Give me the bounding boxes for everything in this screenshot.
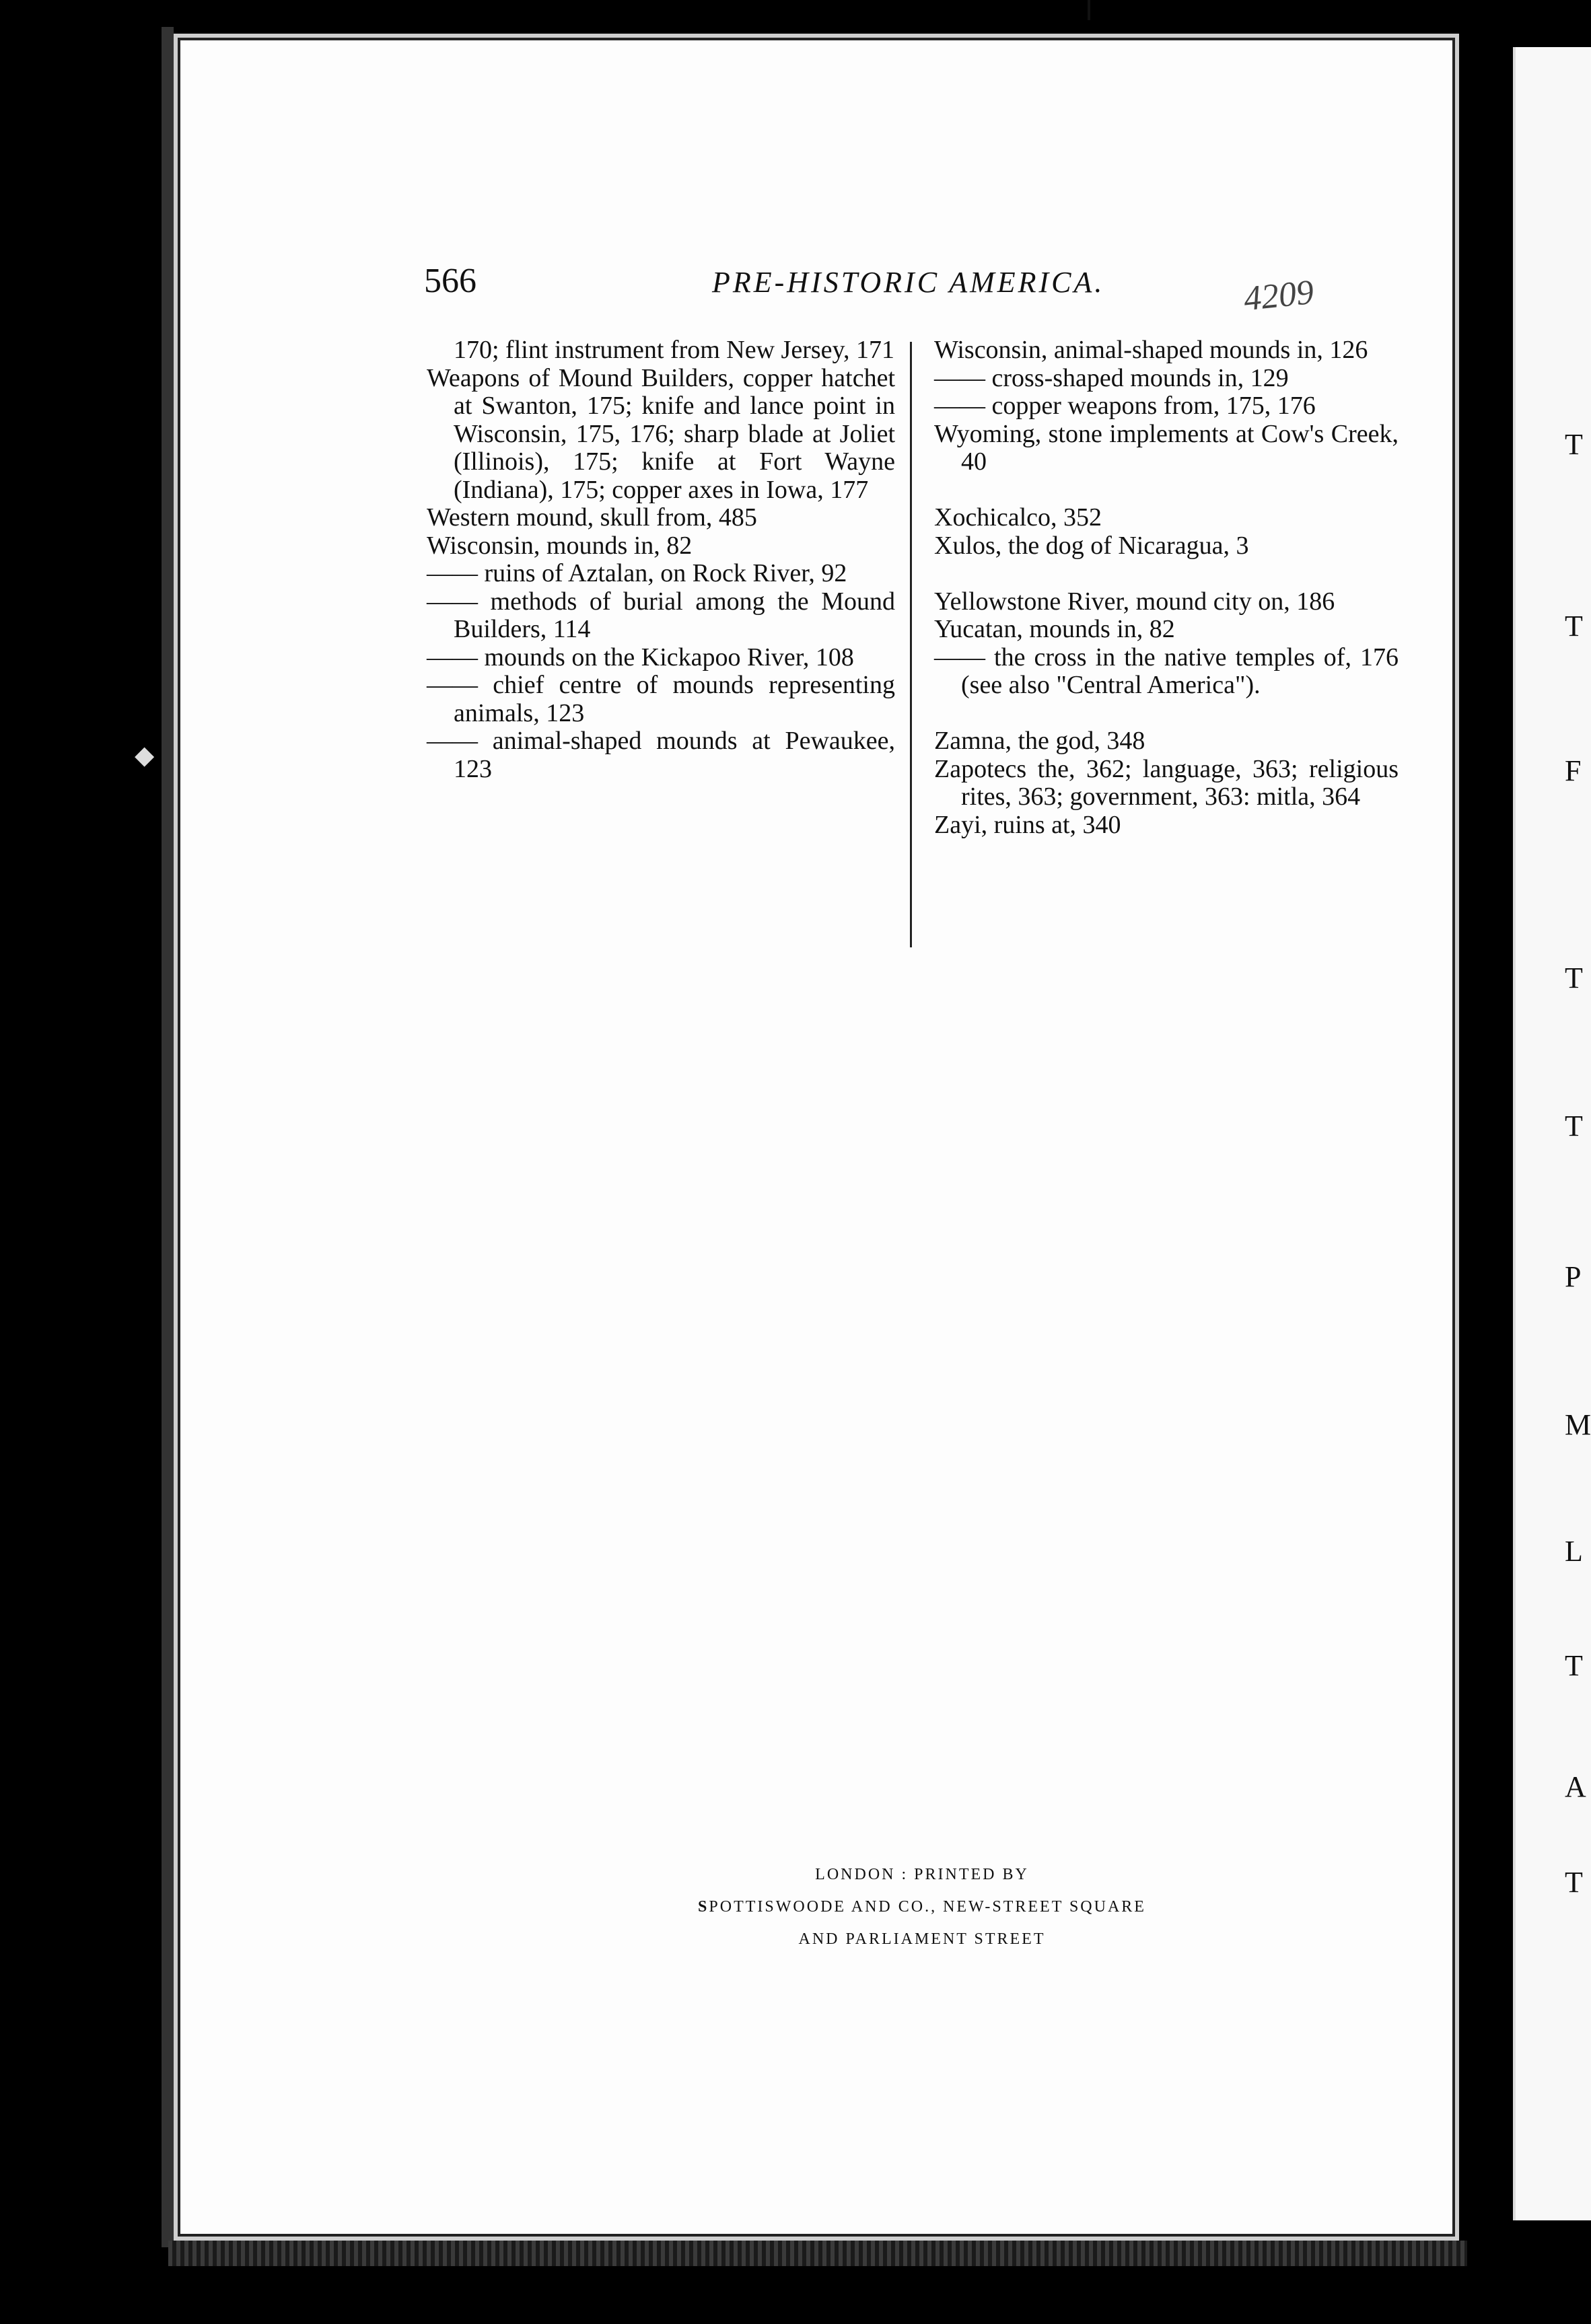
index-entry: Wyoming, stone implements at Cow's Creek, 40 bbox=[934, 419, 1399, 476]
facing-page-letter: T bbox=[1565, 1649, 1583, 1682]
index-entry: Xulos, the dog of Nicaragua, 3 bbox=[934, 531, 1249, 560]
facing-page-letter: T bbox=[1565, 1866, 1583, 1899]
index-subentry: —— ruins of Aztalan, on Rock River, 92 bbox=[427, 559, 847, 587]
index-column-right bbox=[934, 336, 1399, 839]
letter-group-gap bbox=[934, 700, 1399, 728]
index-entry: Zamna, the god, 348 bbox=[934, 727, 1145, 755]
index-entry: Yucatan, mounds in, 82 bbox=[934, 615, 1175, 643]
index-entry: Wisconsin, animal-shaped mounds in, 126 bbox=[934, 336, 1368, 364]
imprint-line: SPOTTISWOODE AND CO., NEW-STREET SQUARE bbox=[698, 1898, 1146, 1916]
index-subentry: —— cross-shaped mounds in, 129 bbox=[934, 363, 1289, 392]
index-entry: Zayi, ruins at, 340 bbox=[934, 810, 1121, 839]
facing-page-letter: M bbox=[1565, 1408, 1591, 1441]
index-entry: Wisconsin, mounds in, 82 bbox=[427, 531, 693, 560]
page-header bbox=[424, 261, 1400, 319]
facing-page-letter: T bbox=[1565, 610, 1583, 643]
index-subentry: —— chief centre of mounds representing animals, 123 bbox=[427, 671, 895, 727]
column-divider bbox=[910, 342, 912, 947]
index-entry: 170; flint instrument from New Jersey, 171 bbox=[454, 336, 895, 364]
index-column-left bbox=[427, 336, 895, 783]
index-entry: Western mound, skull from, 485 bbox=[427, 503, 757, 532]
facing-page-letter: T bbox=[1565, 428, 1583, 461]
index-entry: Zapotecs the, 362; language, 363; religious rites, 363; government, 363: mitla, 364 bbox=[934, 754, 1399, 811]
index-subentry: —— mounds on the Kickapoo River, 108 bbox=[427, 643, 854, 671]
facing-page-letter: A bbox=[1565, 1770, 1586, 1803]
index-entry: Xochicalco, 352 bbox=[934, 503, 1102, 532]
facing-page-letter: T bbox=[1565, 961, 1583, 994]
page-number: 566 bbox=[424, 262, 476, 300]
index-subentry: —— the cross in the native temples of, 176 (see also "Central America"). bbox=[934, 643, 1399, 699]
facing-page-letter: P bbox=[1565, 1260, 1582, 1293]
index-entry: Yellowstone River, mound city on, 186 bbox=[934, 587, 1335, 616]
index-entry: Weapons of Mound Builders, copper hatchet at Swanton, 175; knife and lance point in Wisconsin, 175, 176; sharp blade at Joliet (Illinois), 175; knife at Fort Wayne (Indiana), 175; copper axes in Iowa, 177 bbox=[427, 363, 895, 504]
handwritten-annotation: 4209 bbox=[1242, 273, 1316, 319]
printer-imprint bbox=[424, 1858, 1420, 1955]
imprint-line: LONDON : PRINTED BY bbox=[815, 1866, 1029, 1883]
index-subentry: —— methods of burial among the Mound Builders, 114 bbox=[427, 587, 895, 643]
letter-group-gap bbox=[934, 560, 1399, 588]
facing-page-letter: T bbox=[1565, 1110, 1583, 1142]
running-title: PRE-HISTORIC AMERICA. bbox=[712, 266, 1105, 299]
letter-group-gap bbox=[934, 476, 1399, 505]
scan-fleck: ◆ bbox=[135, 741, 155, 770]
index-subentry: —— animal-shaped mounds at Pewaukee, 123 bbox=[427, 727, 895, 783]
facing-page-letter: F bbox=[1565, 754, 1582, 787]
page-left-shadow bbox=[162, 27, 174, 2247]
imprint-line: AND PARLIAMENT STREET bbox=[798, 1930, 1046, 1948]
index-subentry: —— copper weapons from, 175, 176 bbox=[934, 392, 1316, 420]
facing-page-letter: L bbox=[1565, 1535, 1583, 1568]
page-bottom-edge bbox=[168, 2241, 1467, 2266]
gutter-mark bbox=[1088, 0, 1090, 20]
